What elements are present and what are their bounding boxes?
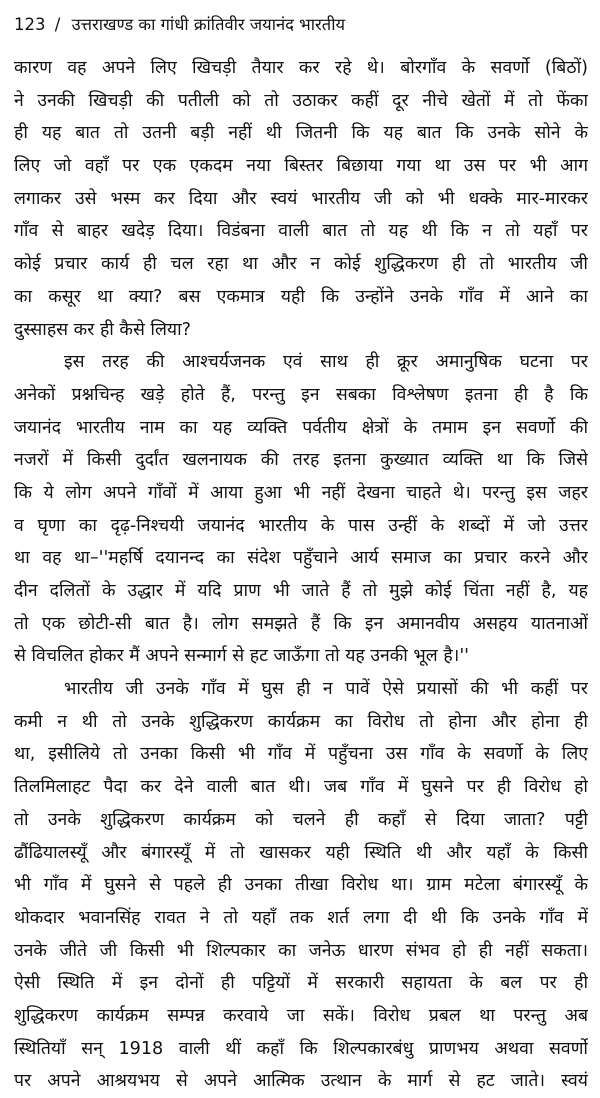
text-line: भी गाँव में घुसने से पहले ही उनका तीखा विरोध था। ग्राम मटेला बंगारस्यूँ के [14, 875, 588, 896]
text-line: इस तरह की आश्चर्यजनक एवं साथ ही क्रूर अमानुषिक घटना पर [64, 352, 588, 373]
text-line: लगाकर उसे भस्म कर दिया और स्वयं भारतीय जी को भी धक्के मार-मारकर [14, 188, 588, 209]
text-line: गाँव से बाहर खदेड़ दिया। विडंबना वाली बात तो यह थी कि न तो यहाँ पर [14, 221, 588, 242]
text-line: दीन दलितों के उद्धार में यदि प्राण भी जाते हैं तो मुझे कोई चिंता नहीं है, यह [14, 581, 588, 601]
paragraph [14, 52, 588, 346]
text-line: ऐसी स्थिति में इन दोनों ही पट्टियों में सरकारी सहायता के बल पर ही [14, 973, 588, 994]
text-line: पर अपने आश्रयभय से अपने आत्मिक उत्थान के मार्ग से हट जाते। स्वयं [14, 1071, 588, 1092]
running-header [14, 10, 584, 40]
text-line: ही यह बात तो उतनी बड़ी नहीं थी जितनी कि यह बात कि उनके सोने के [14, 123, 588, 144]
text-line: का कसूर था क्या? बस एकमात्र यही कि उन्होंने उनके गाँव में आने का [14, 286, 588, 307]
text-line: दुस्साहस कर ही कैसे लिया? [14, 319, 192, 340]
paragraph [14, 673, 588, 1098]
text-line: अनेकों प्रश्नचिन्ह खड़े होते हैं, परन्तु इन सबका विश्लेषण इतना ही है कि [14, 384, 588, 405]
text-line: था, इसीलिये तो उनका किसी भी गाँव में पहुँचना उस गाँव के सवर्णो के लिए [14, 744, 588, 765]
text-line: व घृणा का दृढ़-निश्चयी जयानंद भारतीय के पास उन्हीं के शब्दों में जो उत्तर [14, 515, 588, 536]
text-line: शुद्धिकरण कार्यक्रम सम्पन्न करवाये जा सकें। विरोध प्रबल था परन्तु अब [14, 1005, 588, 1026]
text-line: कि ये लोग अपने गाँवों में आया हुआ भी नहीं देखना चाहते थे। परन्तु इस जहर [14, 482, 588, 503]
text-line: ढौंढियालस्यूँ और बंगारस्यूँ में तो खासकर यही स्थिति थी और यहाँ के किसी [14, 842, 588, 863]
body-text [14, 52, 588, 1098]
paragraph [14, 346, 588, 673]
text-line: तिलमिलाहट पैदा कर देने वाली बात थी। जब गाँव में घुसने पर ही विरोध हो [14, 777, 588, 798]
text-line: ने उनकी खिचड़ी की पतीली को तो उठाकर कहीं दूर नीचे खेतों में तो फेंका [14, 90, 588, 111]
text-line: कमी न थी तो उनके शुद्धिकरण कार्यक्रम का विरोध तो होना और होना ही [14, 711, 588, 732]
header-separator: / [54, 15, 61, 34]
book-title: उत्तराखण्ड का गांधी क्रांतिवीर जयानंद भारतीय [71, 15, 346, 34]
text-line: भारतीय जी उनके गाँव में घुस ही न पावें ऐसे प्रयासों की भी कहीं पर [64, 679, 588, 700]
text-line: तो एक छोटी-सी बात है। लोग समझते हैं कि इन अमानवीय असहय यातनाओं [14, 613, 588, 634]
text-line: था वह था–''महर्षि दयानन्द का संदेश पहुँचाने आर्य समाज का प्रचार करने और [14, 548, 588, 569]
text-line: उनके जीते जी किसी भी शिल्पकार का जनेऊ धारण संभव हो ही नहीं सकता। [14, 940, 588, 961]
text-line: लिए जो वहाँ पर एक एकदम नया बिस्तर बिछाया गया था उस पर भी आग [14, 156, 588, 177]
text-line: कोई प्रचार कार्य ही चल रहा था और न कोई शुद्धिकरण ही तो भारतीय जी [14, 254, 588, 275]
text-line: स्थितियाँ सन् 1918 वाली थीं कहाँ कि शिल्पकारबंधु प्राणभय अथवा सवर्णो [14, 1038, 588, 1059]
page-number: 123 [14, 15, 46, 34]
text-line: तो उनके शुद्धिकरण कार्यक्रम को चलने ही कहाँ से दिया जाता? पट्टी [14, 809, 588, 830]
text-line: कारण वह अपने लिए खिचड़ी तैयार कर रहे थे। बोरगाँव के सवर्णो (बिठों) [14, 58, 588, 78]
text-line: जयानंद भारतीय नाम का यह व्यक्ति पर्वतीय क्षेत्रों के तमाम इन सवर्णो की [14, 417, 588, 438]
text-line: थोकदार भवानसिंह रावत ने तो यहाँ तक शर्त लगा दी थी कि उनके गाँव में [14, 907, 588, 928]
text-line: से विचलित होकर मैं अपने सन्मार्ग से हट जाऊँगा तो यह उनकी भूल है।'' [14, 646, 469, 667]
text-line: नजरों में किसी दुर्दांत खलनायक की तरह इतना कुख्यात व्यक्ति था कि जिसे [14, 450, 588, 471]
